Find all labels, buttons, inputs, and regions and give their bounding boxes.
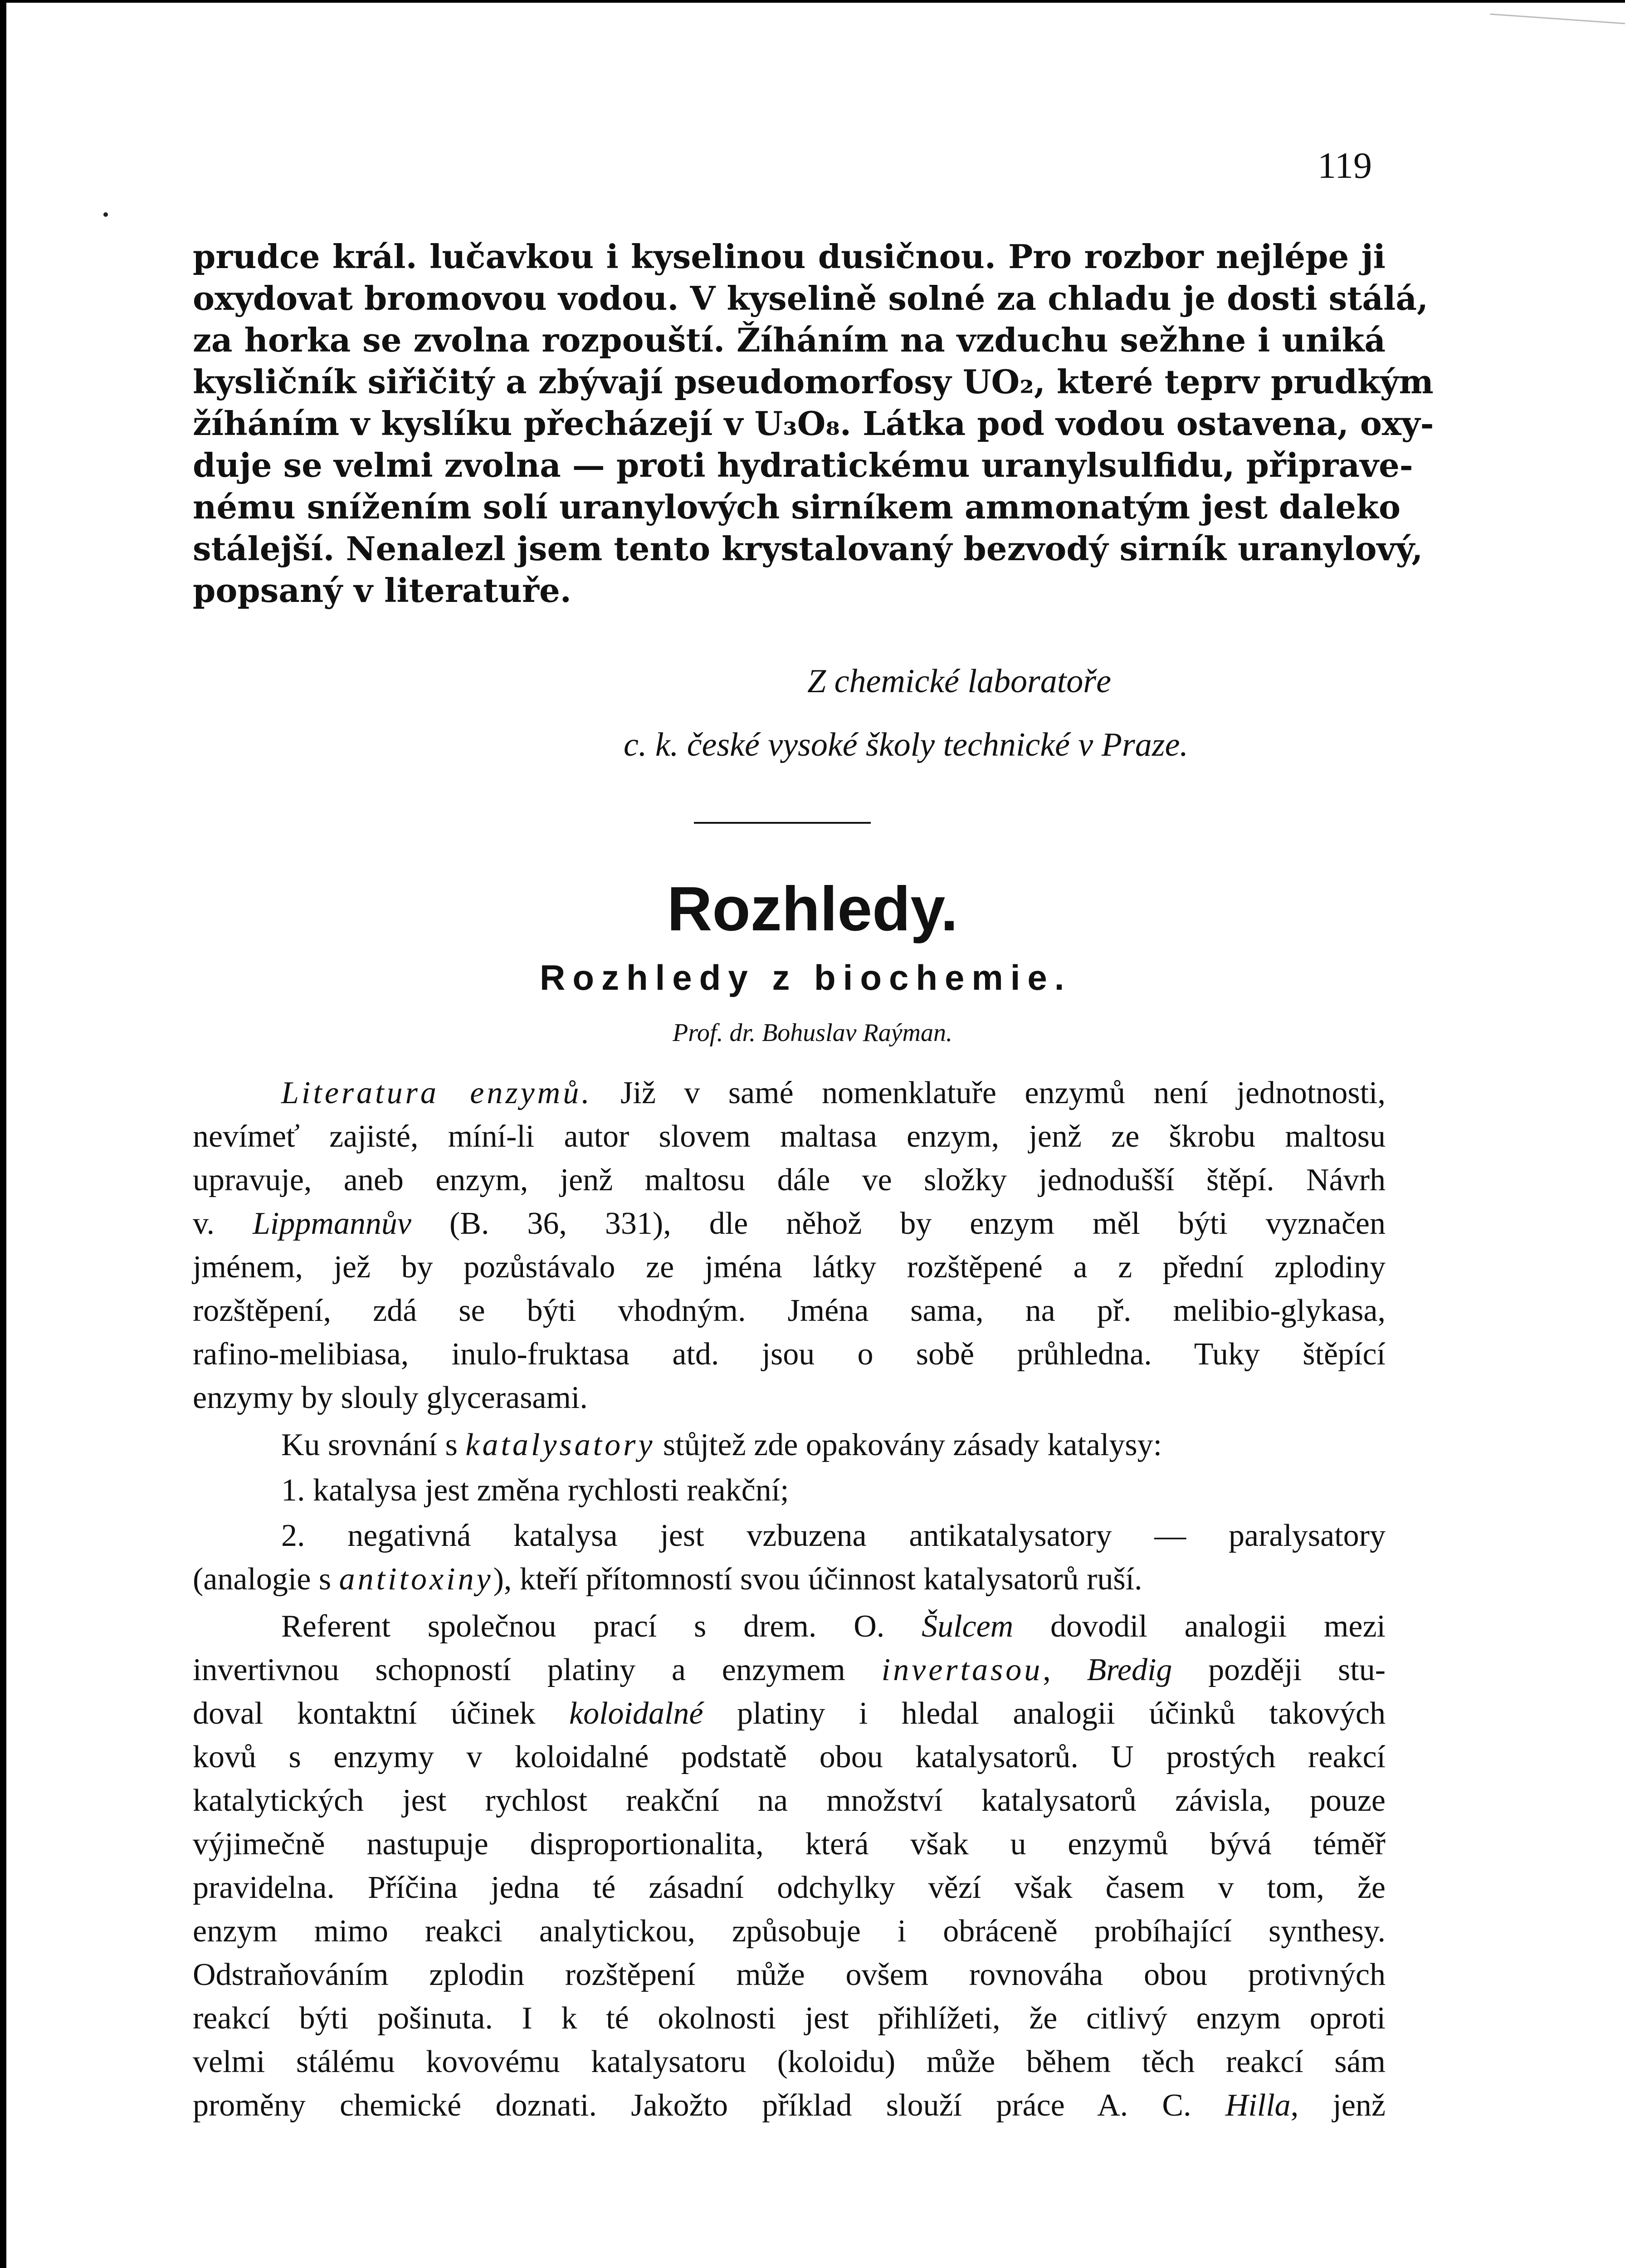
text-line: Referent společnou prací s drem. O. Šulcem dovodil analogii mezi [281, 1609, 1386, 1644]
list-item: 2. negativná katalysa jest vzbuzena antikatalysatory — paralysatory [281, 1518, 1386, 1553]
scan-top-edge [0, 0, 1625, 3]
text-line: kysličník siřičitý a zbývají pseudomorfosy UO₂, které teprv prudkým [193, 362, 1434, 401]
emphasized-term: katalysatory [465, 1427, 655, 1462]
emphasized-term: antitoxiny [339, 1562, 493, 1597]
text-line: žíháním v kyslíku přecházejí v U₃O₈. Látka pod vodou ostavena, oxy- [193, 404, 1434, 443]
page-number: 119 [1318, 145, 1372, 186]
text-line: reakcí býti pošinuta. I k té okolnosti jest přihlížeti, že citlivý enzym oproti [193, 2001, 1386, 2036]
cited-author: Lippmannův [252, 1206, 411, 1241]
cited-author: Šulcem [922, 1609, 1014, 1644]
text-line: proměny chemické doznati. Jakožto příklad slouží práce A. C. Hilla, jenž [193, 2088, 1386, 2123]
text-line: v. Lippmannův (B. 36, 331), dle něhož by enzym měl býti vyznačen [193, 1206, 1386, 1241]
text-line: enzymy by slouly glycerasami. [193, 1380, 588, 1415]
text-line: duje se velmi zvolna — proti hydratickému uranylsulfidu, připrave- [193, 446, 1413, 484]
cited-author: Hilla [1225, 2088, 1291, 2123]
signature-line-2: c. k. české vysoké školy technické v Praze. [624, 726, 1188, 763]
emphasized-term: invertasou [881, 1652, 1043, 1687]
scan-speck [103, 212, 108, 217]
text-line: velmi stálému kovovému katalysatoru (koloidu) může během těch reakcí sám [193, 2044, 1386, 2079]
text-line: Ku srovnání s katalysatory stůjtež zde opakovány zásady katalysy: [281, 1427, 1162, 1462]
list-item: 1. katalysa jest změna rychlosti reakční; [281, 1473, 789, 1508]
text-line: katalytických jest rychlost reakční na množství katalysatorů závisla, pouze [193, 1783, 1386, 1818]
text-line: kovů s enzymy v koloidalné podstatě obou katalysatorů. U prostých reakcí [193, 1740, 1386, 1774]
section-divider [694, 822, 871, 824]
author-line: Prof. dr. Bohuslav Raýman. [673, 1019, 952, 1047]
text-line: doval kontaktní účinek koloidalné platiny i hledal analogii účinků takových [193, 1696, 1386, 1731]
text-line: jménem, jež by pozůstávalo ze jména látky rozštěpené a z přední zplodiny [193, 1250, 1386, 1285]
emphasized-term: koloidalné [569, 1696, 703, 1731]
text-line: nému snížením solí uranylových sirníkem ammonatým jest daleko [193, 488, 1401, 526]
text-line: upravuje, aneb enzym, jenž maltosu dále ve složky jednodušší štěpí. Návrh [193, 1163, 1386, 1198]
cited-author: Bredig [1087, 1652, 1172, 1687]
text-line: nevímeť zajisté, míní-li autor slovem maltasa enzym, jenž ze škrobu maltosu [193, 1119, 1386, 1154]
text-line: Odstraňováním zplodin rozštěpení může ovšem rovnováha obou protivných [193, 1957, 1386, 1992]
text-line: Literatura enzymů. Již v samé nomenklatuře enzymů není jednotnosti, [281, 1075, 1386, 1110]
text-line: výjimečně nastupuje disproportionalita, která však u enzymů bývá téměř [193, 1827, 1386, 1862]
text-line: stálejší. Nenalezl jsem tento krystalovaný bezvodý sirník uranylový, [193, 529, 1423, 568]
continuation-paragraph [193, 236, 1434, 611]
text-line: pravidelna. Příčina jedna té zásadní odchylky vězí však časem v tom, že [193, 1870, 1386, 1905]
paragraph-heading: Literatura enzymů. [281, 1075, 592, 1110]
text-line: rozštěpení, zdá se býti vhodným. Jména sama, na př. melibio-glykasa, [193, 1293, 1386, 1328]
text-line: invertivnou schopností platiny a enzymem invertasou, Bredig později stu- [193, 1652, 1386, 1687]
text-line: oxydovat bromovou vodou. V kyselině solné za chladu je dosti stálá, [193, 279, 1429, 318]
scan-corner-mark [1488, 14, 1625, 52]
text-line: (analogie s antitoxiny), kteří přítomností svou účinnost katalysatorů ruší. [193, 1562, 1142, 1597]
signature-line-1: Z chemické laboratoře [807, 663, 1111, 700]
section-title: Rozhledy. [667, 874, 958, 944]
text-line: enzym mimo reakci analytickou, způsobuje i obráceně probíhající synthesy. [193, 1914, 1386, 1949]
text-line: rafino-melibiasa, inulo-fruktasa atd. jsou o sobě průhledna. Tuky štěpící [193, 1337, 1386, 1372]
section-subtitle: Rozhledy z biochemie. [540, 958, 1072, 997]
article-body [193, 1071, 1386, 2127]
text-line: popsaný v literatuře. [193, 571, 571, 610]
text-line: za horka se zvolna rozpouští. Žíháním na vzduchu sežhne i uniká [193, 321, 1386, 359]
scan-left-edge [0, 0, 6, 2268]
text-line: prudce král. lučavkou i kyselinou dusičnou. Pro rozbor nejlépe ji [193, 237, 1386, 276]
